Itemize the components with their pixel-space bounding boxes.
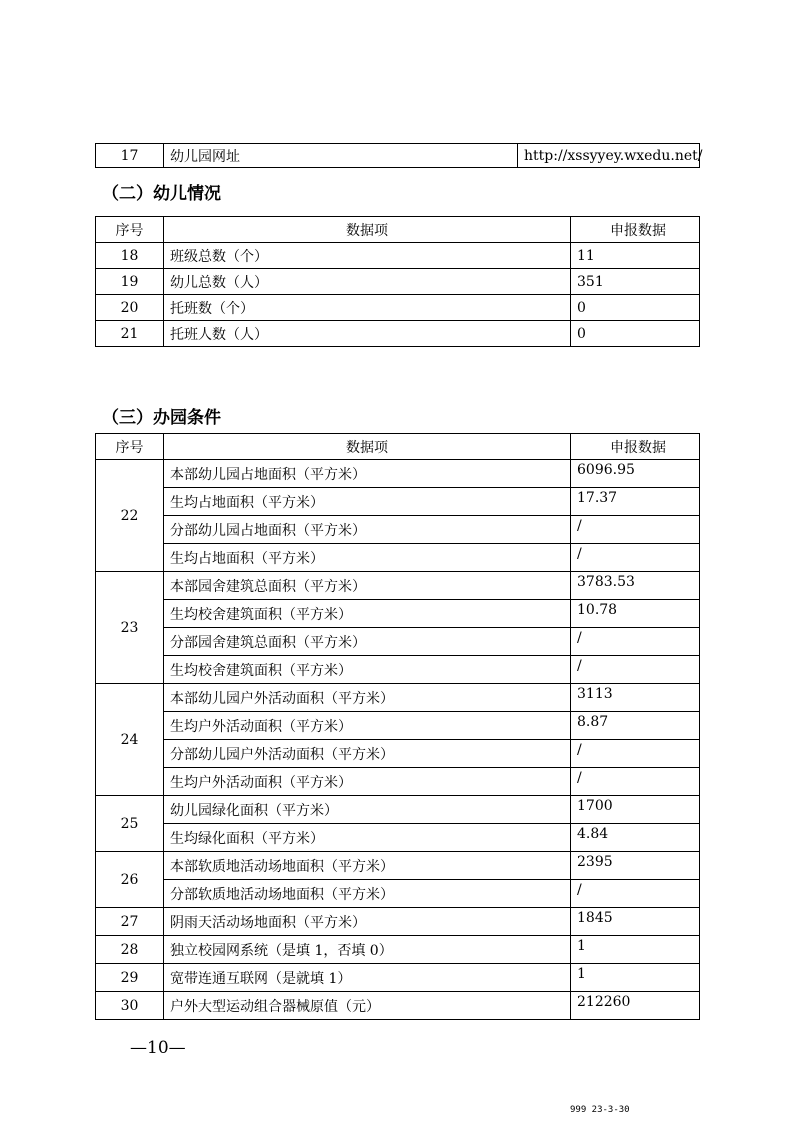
row-number: 23 xyxy=(96,572,164,684)
website-table xyxy=(95,143,703,168)
table-row xyxy=(96,656,700,684)
row-item: 幼儿园网址 xyxy=(164,144,518,168)
row-item: 托班人数（人） xyxy=(164,321,571,347)
row-value: 2395 xyxy=(571,852,700,880)
row-value: / xyxy=(571,516,700,544)
table-row xyxy=(96,740,700,768)
row-item: 生均校舍建筑面积（平方米） xyxy=(164,656,571,684)
header-value: 申报数据 xyxy=(571,217,700,243)
row-item: 分部软质地活动场地面积（平方米） xyxy=(164,880,571,908)
table-row xyxy=(96,908,700,936)
table-row xyxy=(96,572,700,600)
table-row xyxy=(96,796,700,824)
row-value: 3783.53 xyxy=(571,572,700,600)
row-value: 10.78 xyxy=(571,600,700,628)
row-item: 本部幼儿园户外活动面积（平方米） xyxy=(164,684,571,712)
row-number: 24 xyxy=(96,684,164,796)
row-item: 独立校园网系统（是填 1，否填 0） xyxy=(164,936,571,964)
row-item: 本部软质地活动场地面积（平方米） xyxy=(164,852,571,880)
table-row xyxy=(96,768,700,796)
table-row xyxy=(96,628,700,656)
children-table xyxy=(95,216,700,347)
row-value: 351 xyxy=(571,269,700,295)
row-value: 1 xyxy=(571,936,700,964)
conditions-table-body xyxy=(96,460,700,1020)
row-item: 生均户外活动面积（平方米） xyxy=(164,712,571,740)
table-row xyxy=(96,880,700,908)
table-row xyxy=(96,964,700,992)
row-number: 17 xyxy=(96,144,164,168)
row-item: 生均校舍建筑面积（平方米） xyxy=(164,600,571,628)
row-value: / xyxy=(571,656,700,684)
table-header-row xyxy=(96,217,700,243)
row-item: 阴雨天活动场地面积（平方米） xyxy=(164,908,571,936)
table-row xyxy=(96,936,700,964)
row-item: 分部幼儿园户外活动面积（平方米） xyxy=(164,740,571,768)
table-header-row xyxy=(96,434,700,460)
row-number: 29 xyxy=(96,964,164,992)
row-number: 28 xyxy=(96,936,164,964)
row-item: 户外大型运动组合器械原值（元） xyxy=(164,992,571,1020)
row-value: / xyxy=(571,740,700,768)
row-value: 1 xyxy=(571,964,700,992)
row-item: 班级总数（个） xyxy=(164,243,571,269)
table-row xyxy=(96,600,700,628)
row-value: 6096.95 xyxy=(571,460,700,488)
table-row xyxy=(96,243,700,269)
row-item: 托班数（个） xyxy=(164,295,571,321)
table-row xyxy=(96,295,700,321)
row-value: 3113 xyxy=(571,684,700,712)
table-row xyxy=(96,684,700,712)
row-item: 分部园舍建筑总面积（平方米） xyxy=(164,628,571,656)
row-value: 0 xyxy=(571,321,700,347)
section-title-conditions: （三）办园条件 xyxy=(102,408,221,428)
row-item: 生均占地面积（平方米） xyxy=(164,544,571,572)
row-number: 22 xyxy=(96,460,164,572)
table-row xyxy=(96,321,700,347)
row-item: 幼儿园绿化面积（平方米） xyxy=(164,796,571,824)
row-value: / xyxy=(571,880,700,908)
row-value: / xyxy=(571,628,700,656)
row-item: 宽带连通互联网（是就填 1） xyxy=(164,964,571,992)
row-number: 18 xyxy=(96,243,164,269)
website-value: http://xssyyey.wxedu.net/ xyxy=(518,144,700,168)
row-value: / xyxy=(571,768,700,796)
row-number: 30 xyxy=(96,992,164,1020)
children-table-body xyxy=(96,243,700,347)
header-value: 申报数据 xyxy=(571,434,700,460)
table-row xyxy=(96,712,700,740)
row-value: 0 xyxy=(571,295,700,321)
row-value: 1700 xyxy=(571,796,700,824)
table-row xyxy=(96,544,700,572)
row-item: 本部园舍建筑总面积（平方米） xyxy=(164,572,571,600)
section-title-children: （二）幼儿情况 xyxy=(102,184,221,204)
conditions-table xyxy=(95,433,700,1020)
row-value: 11 xyxy=(571,243,700,269)
page-number: —10— xyxy=(130,1038,186,1058)
print-stamp: 999 23-3-30 xyxy=(570,1105,630,1115)
row-number: 27 xyxy=(96,908,164,936)
table-row xyxy=(96,144,700,168)
table-row xyxy=(96,852,700,880)
row-value: 17.37 xyxy=(571,488,700,516)
row-item: 生均绿化面积（平方米） xyxy=(164,824,571,852)
row-value: 4.84 xyxy=(571,824,700,852)
header-no: 序号 xyxy=(96,434,164,460)
row-value: 1845 xyxy=(571,908,700,936)
table-row xyxy=(96,824,700,852)
header-item: 数据项 xyxy=(164,434,571,460)
row-number: 19 xyxy=(96,269,164,295)
row-item: 幼儿总数（人） xyxy=(164,269,571,295)
table-row xyxy=(96,460,700,488)
table-row xyxy=(96,992,700,1020)
row-number: 25 xyxy=(96,796,164,852)
row-item: 本部幼儿园占地面积（平方米） xyxy=(164,460,571,488)
row-number: 21 xyxy=(96,321,164,347)
row-value: 212260 xyxy=(571,992,700,1020)
row-number: 20 xyxy=(96,295,164,321)
row-item: 分部幼儿园占地面积（平方米） xyxy=(164,516,571,544)
row-item: 生均户外活动面积（平方米） xyxy=(164,768,571,796)
table-row xyxy=(96,269,700,295)
row-number: 26 xyxy=(96,852,164,908)
row-value: 8.87 xyxy=(571,712,700,740)
row-item: 生均占地面积（平方米） xyxy=(164,488,571,516)
table-row xyxy=(96,488,700,516)
row-value: / xyxy=(571,544,700,572)
table-row xyxy=(96,516,700,544)
header-item: 数据项 xyxy=(164,217,571,243)
header-no: 序号 xyxy=(96,217,164,243)
